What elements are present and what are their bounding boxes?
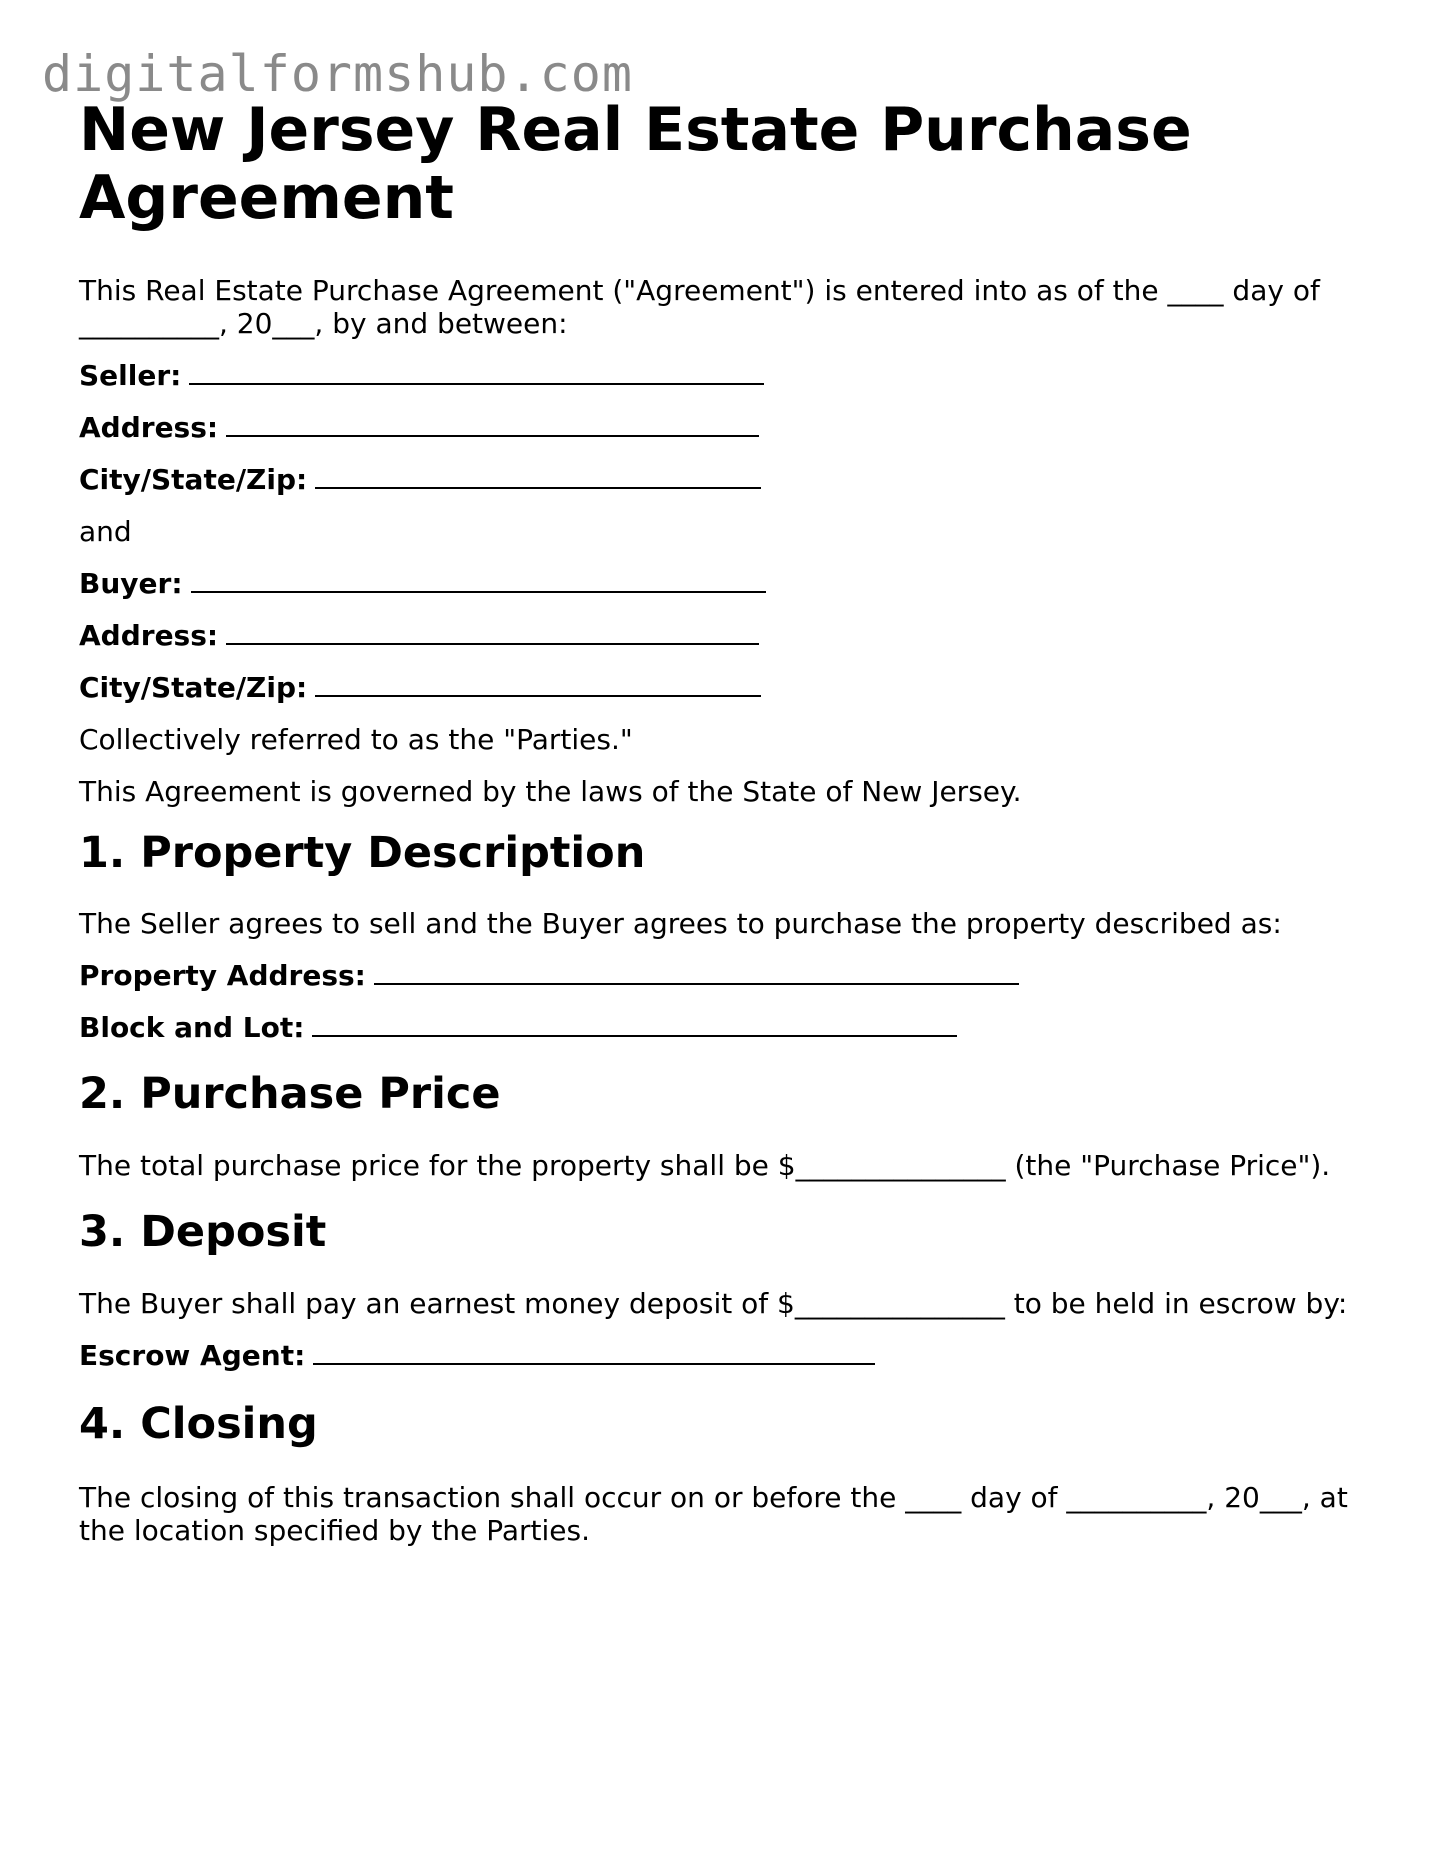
section-3-text: The Buyer shall pay an earnest money deposit of $_______________ to be held in escrow by: [79,1287,1348,1320]
and-text: and [79,515,132,548]
section-1-text: The Seller agrees to sell and the Buyer agrees to purchase the property described as: [79,907,1282,940]
seller-address-label: Address: [79,411,219,444]
intro-paragraph: This Real Estate Purchase Agreement ("Agreement") is entered into as of the ____ day of __________, 20___, by and between: [79,274,1329,340]
property-address-field[interactable] [79,959,1369,992]
seller-label: Seller: [79,359,182,392]
governing-law-text: This Agreement is governed by the laws of the State of New Jersey. [79,775,1022,808]
watermark: digitalformshub.com [42,45,633,103]
section-1-heading: 1. Property Description [79,828,646,878]
seller-blank[interactable] [189,383,764,385]
section-3-heading: 3. Deposit [79,1207,327,1257]
block-lot-field[interactable] [79,1011,1369,1044]
buyer-city-label: City/State/Zip: [79,671,308,704]
buyer-label: Buyer: [79,567,183,600]
document-page [79,96,1369,1547]
property-address-label: Property Address: [79,959,366,992]
property-address-blank[interactable] [374,983,1019,985]
seller-city-blank[interactable] [315,487,761,489]
document-title: New Jersey Real Estate Purchase Agreement [79,95,1192,233]
seller-city-field[interactable] [79,463,1369,496]
section-4-text: The closing of this transaction shall occur on or before the ____ day of __________, 20___, at the location specified by the Parties. [79,1481,1357,1547]
buyer-address-blank[interactable] [226,643,759,645]
escrow-agent-field[interactable] [79,1339,1369,1372]
buyer-address-field[interactable] [79,619,1369,652]
seller-city-label: City/State/Zip: [79,463,308,496]
buyer-address-label: Address: [79,619,219,652]
block-lot-label: Block and Lot: [79,1011,305,1044]
seller-address-blank[interactable] [226,435,759,437]
section-2-text: The total purchase price for the property shall be $_______________ (the "Purchase Price"). [79,1149,1331,1182]
seller-field[interactable] [79,359,1369,392]
buyer-field[interactable] [79,567,1369,600]
section-4-heading: 4. Closing [79,1399,318,1449]
buyer-city-field[interactable] [79,671,1369,704]
parties-text: Collectively referred to as the "Parties." [79,723,633,756]
buyer-blank[interactable] [191,591,766,593]
seller-address-field[interactable] [79,411,1369,444]
section-2-heading: 2. Purchase Price [79,1069,501,1119]
escrow-agent-label: Escrow Agent: [79,1339,306,1372]
block-lot-blank[interactable] [312,1035,957,1037]
escrow-agent-blank[interactable] [313,1363,875,1365]
buyer-city-blank[interactable] [315,695,761,697]
